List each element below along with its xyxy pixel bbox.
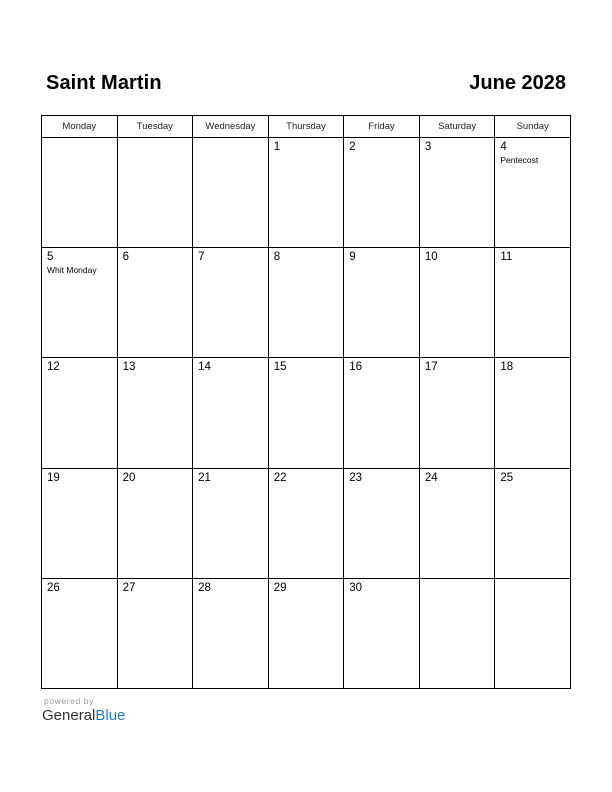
day-cell: [344, 358, 420, 468]
weekday-header: Thursday: [268, 116, 344, 138]
weekday-header: Tuesday: [117, 116, 193, 138]
day-number: 3: [424, 141, 432, 153]
day-cell: [344, 138, 420, 248]
week-row: [42, 358, 571, 468]
day-number: 27: [122, 581, 136, 594]
day-number: 17: [424, 361, 438, 374]
day-number: 18: [500, 361, 514, 374]
day-number: 29: [273, 581, 287, 594]
day-number: 10: [424, 251, 438, 264]
day-cell: [495, 358, 571, 468]
brand-blue-text: Blue: [95, 707, 126, 724]
holiday-label: Whit Monday: [47, 265, 97, 276]
weekday-header: Sunday: [495, 116, 571, 138]
day-cell: [419, 138, 495, 248]
day-cell: [268, 248, 344, 358]
day-cell: [42, 578, 118, 688]
day-cell: [42, 248, 118, 358]
day-number: 16: [349, 361, 363, 374]
day-cell: [193, 578, 269, 688]
day-cell: [495, 248, 571, 358]
day-cell: [268, 578, 344, 688]
day-number: 15: [273, 361, 287, 374]
day-number: 21: [198, 471, 211, 484]
day-cell: [268, 358, 344, 468]
weekday-header: Monday: [42, 116, 118, 138]
footer-branding: [42, 696, 125, 724]
weekday-header: Wednesday: [193, 116, 269, 138]
holiday-label: Pentecost: [500, 155, 539, 165]
day-number: 30: [349, 581, 363, 594]
week-row: [42, 248, 571, 358]
day-cell: [193, 468, 269, 578]
day-cell: [193, 138, 269, 248]
week-row: [42, 468, 571, 578]
day-cell: [344, 248, 420, 358]
day-number: 6: [122, 251, 129, 264]
day-number: 24: [424, 471, 438, 484]
day-number: 26: [47, 581, 60, 594]
weekday-header: Saturday: [419, 116, 495, 138]
day-cell: [495, 138, 571, 248]
brand-general-text: General: [42, 707, 96, 724]
day-cell: [117, 358, 193, 468]
day-number: 8: [273, 251, 281, 264]
powered-by-label: powered by: [44, 696, 94, 706]
day-cell: [42, 468, 118, 578]
day-cell: [419, 358, 495, 468]
day-cell: [193, 248, 269, 358]
day-number: 11: [500, 251, 513, 264]
day-number: 28: [198, 581, 211, 594]
day-cell: [344, 468, 420, 578]
day-cell: [117, 578, 193, 688]
day-number: 4: [500, 141, 507, 153]
day-number: 23: [349, 471, 363, 484]
day-number: 14: [198, 361, 211, 374]
day-cell: [117, 138, 193, 248]
day-cell: [419, 248, 495, 358]
day-number: 19: [47, 471, 60, 484]
calendar-header: [46, 72, 566, 98]
day-number: 12: [47, 361, 60, 374]
week-row: [42, 138, 571, 248]
month-year-title: June 2028: [469, 72, 566, 94]
day-cell: [419, 578, 495, 688]
day-cell: [344, 578, 420, 688]
day-cell: [419, 468, 495, 578]
day-cell: [193, 358, 269, 468]
week-row: [42, 578, 571, 688]
generalblue-logo[interactable]: [42, 707, 125, 724]
day-number: 13: [122, 361, 136, 374]
day-cell: [117, 468, 193, 578]
calendar-grid: [41, 115, 571, 689]
day-number: 22: [273, 471, 287, 484]
day-cell: [42, 358, 118, 468]
country-title: Saint Martin: [46, 72, 162, 94]
day-number: 1: [273, 141, 281, 153]
weekday-header: Friday: [344, 116, 420, 138]
day-cell: [117, 248, 193, 358]
day-number: 5: [47, 251, 54, 264]
day-cell: [495, 468, 571, 578]
day-number: 7: [198, 251, 205, 264]
day-number: 2: [349, 141, 356, 153]
day-cell: [42, 138, 118, 248]
day-number: 25: [500, 471, 514, 484]
day-number: 9: [349, 251, 356, 264]
day-cell: [268, 468, 344, 578]
weekday-header-row: [42, 116, 571, 138]
day-number: 20: [122, 471, 136, 484]
day-cell: [268, 138, 344, 248]
day-cell: [495, 578, 571, 688]
